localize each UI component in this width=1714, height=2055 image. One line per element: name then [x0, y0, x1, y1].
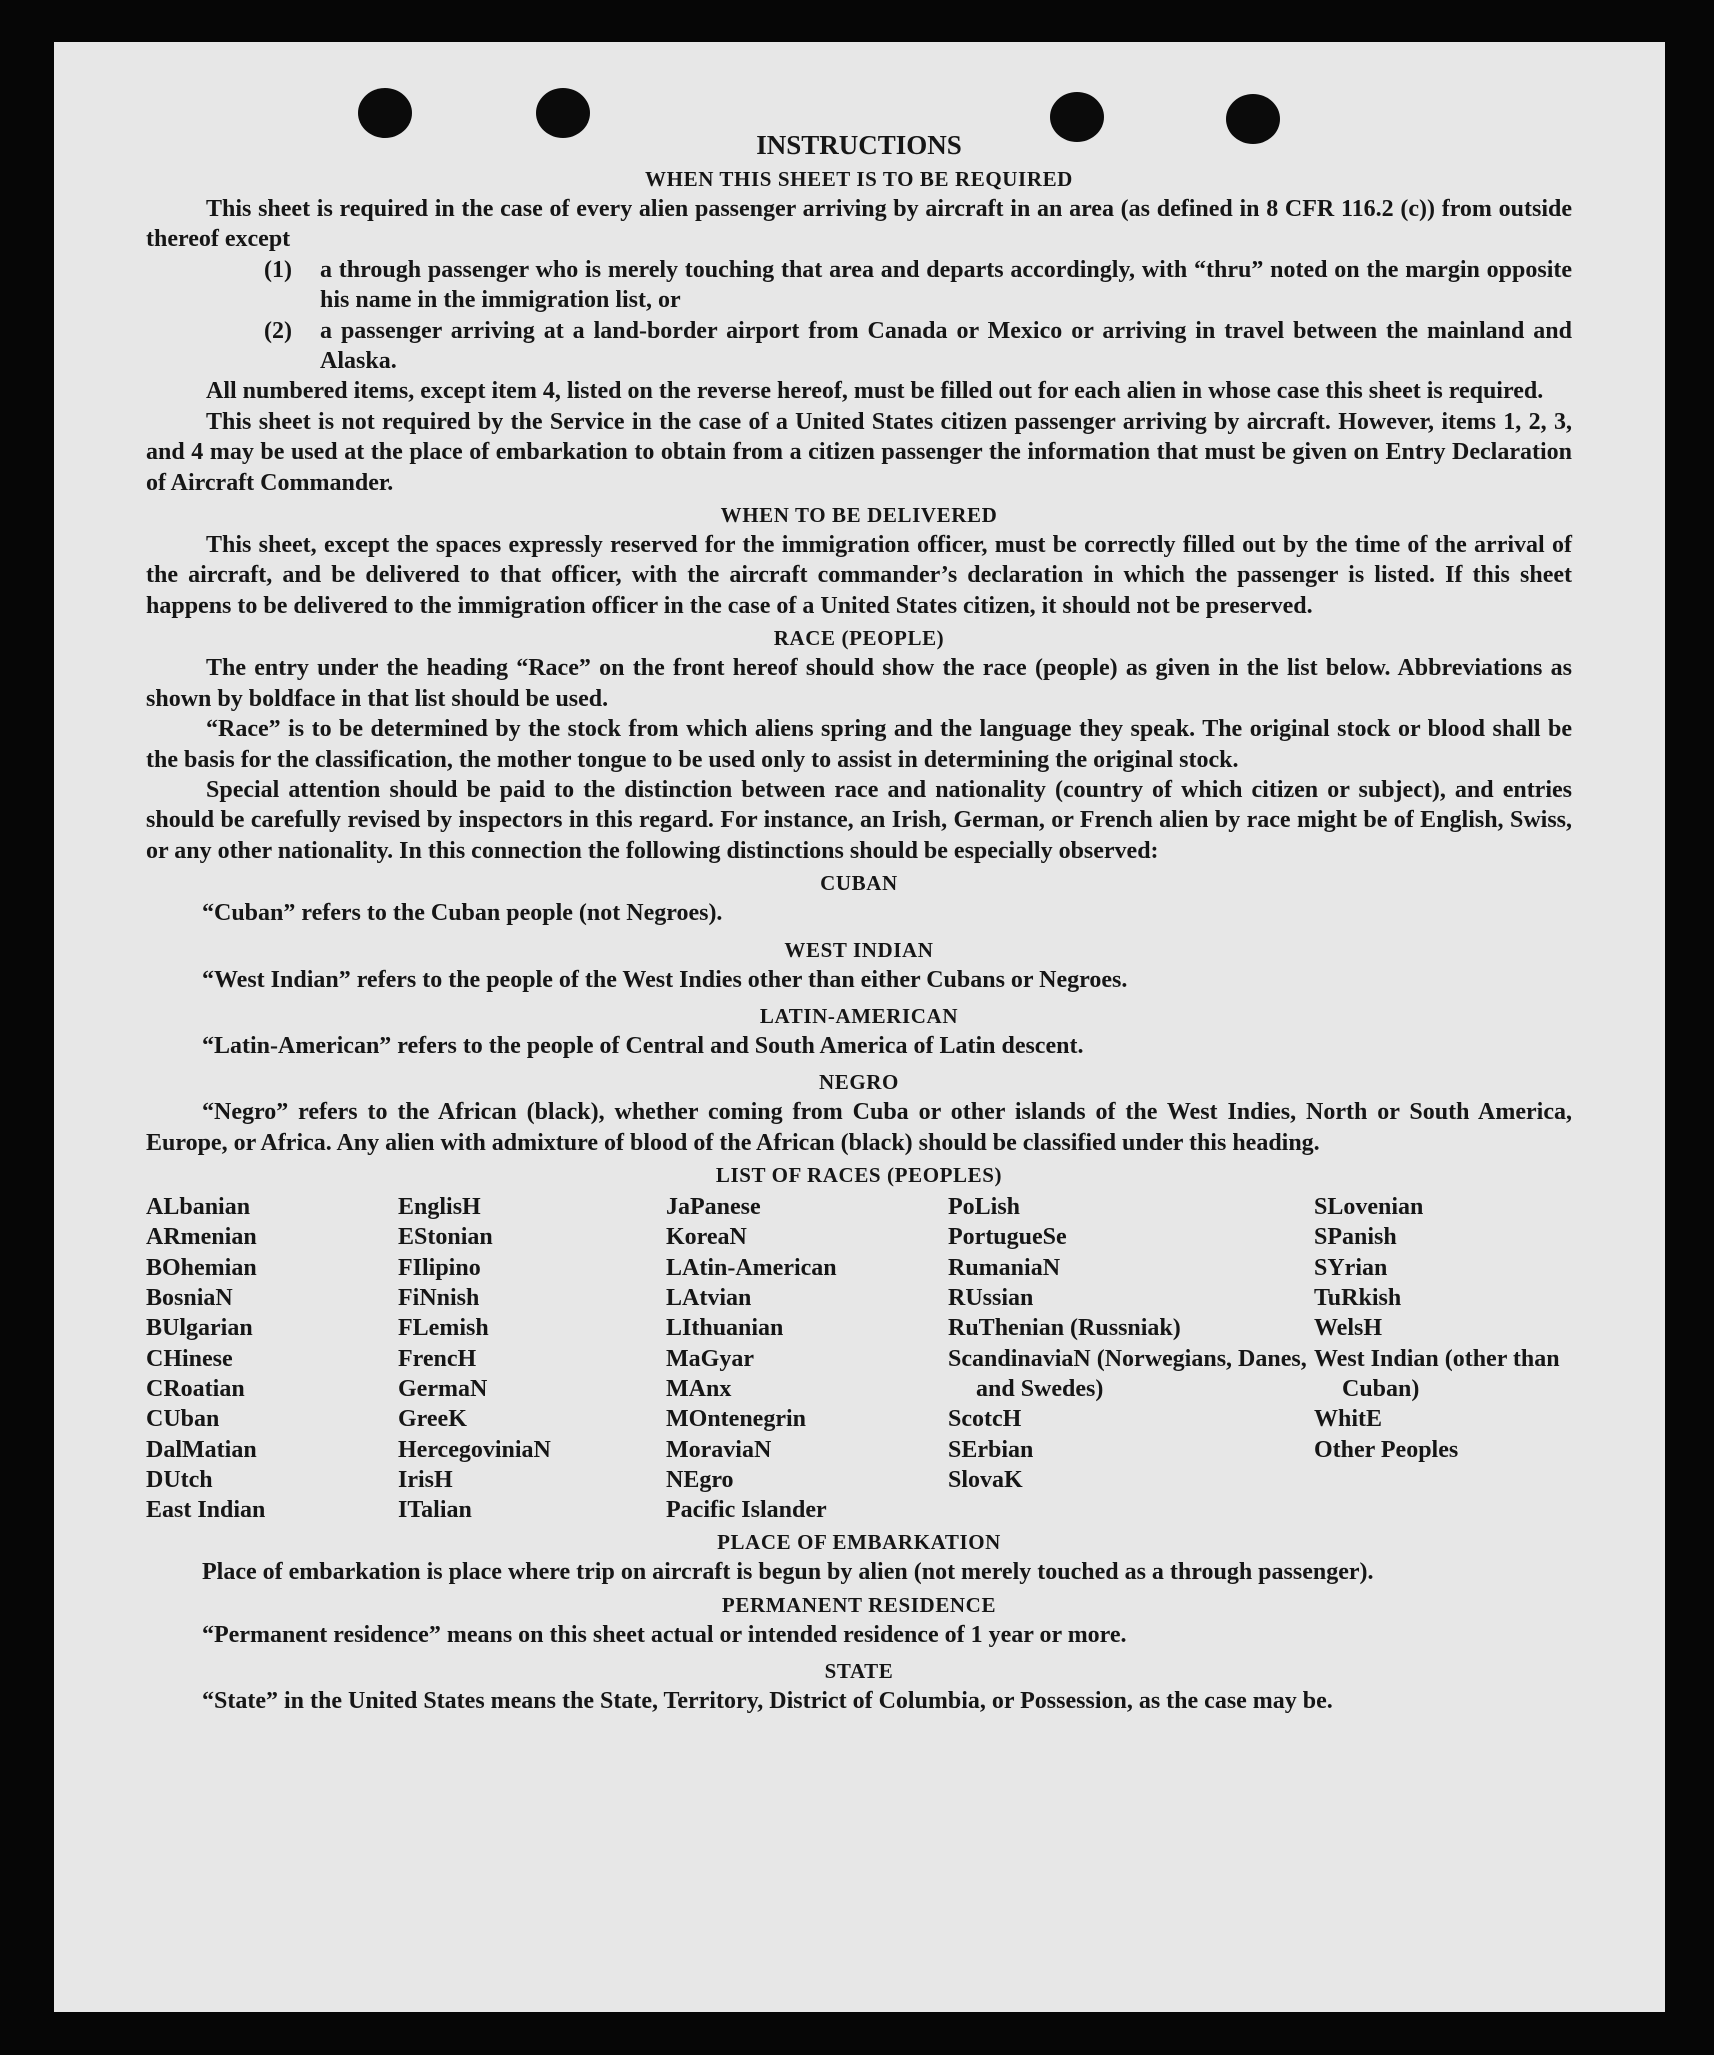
page-title: INSTRUCTIONS: [756, 130, 962, 160]
race-item: WhitE: [1314, 1406, 1383, 1433]
race-item: HercegoviniaN: [398, 1436, 551, 1463]
race-column: [398, 1192, 666, 1525]
section-heading-state: STATE: [824, 1659, 894, 1684]
race-item: CRoatian: [146, 1375, 245, 1402]
numbered-item: [264, 316, 1572, 377]
paragraph: “Permanent residence” means on this sheet actual or intended residence of 1 year or more.: [202, 1621, 1127, 1648]
race-item: MOntenegrin: [666, 1406, 806, 1433]
race-item: DUtch: [146, 1466, 213, 1493]
race-item: RUssian: [948, 1285, 1034, 1312]
race-item: FLemish: [398, 1315, 489, 1342]
paragraph: This sheet, except the spaces expressly reserved for the immigration officer, must be correctly filled out by the time of the arrival of the aircraft, and be delivered to that officer, with the aircraft commander’s declaration in which the passenger is listed. If this sheet happens to be delivered to the immigration officer in the case of a United States citizen, it should not be preserved.: [146, 532, 1572, 619]
race-item: DalMatian: [146, 1436, 257, 1463]
paragraph: This sheet is not required by the Service in the case of a United States citizen passenger arriving by aircraft. However, items 1, 2, 3, and 4 may be used at the place of embarkation to obtain from a citizen passenger the information that must be given on Entry Declaration of Aircraft Commander.: [146, 408, 1572, 496]
paragraph: “Race” is to be determined by the stock from which aliens spring and the language they speak. The original stock or blood shall be the basis for the classification, the mother tongue to be used only to assist in determining the original stock.: [146, 716, 1572, 773]
item-text: a through passenger who is merely touching that area and departs accordingly, with “thru” noted on the margin opposite his name in the immigration list, or: [320, 256, 1572, 314]
item-text: a passenger arriving at a land-border airport from Canada or Mexico or arriving in travel between the mainland and Alaska.: [320, 317, 1572, 375]
paragraph: “State” in the United States means the State, Territory, District of Columbia, or Possession, as the case may be.: [202, 1688, 1333, 1715]
definition: “Negro” refers to the African (black), whether coming from Cuba or other islands of the West Indies, North or South America, Europe, or Africa. Any alien with admixture of blood of the African (black) should be classified under this heading.: [146, 1099, 1572, 1156]
section-heading-latin-american: LATIN-AMERICAN: [759, 1003, 959, 1028]
race-item: GermaN: [398, 1375, 488, 1402]
race-item: KoreaN: [666, 1224, 747, 1251]
document-sheet: [54, 42, 1665, 2012]
race-item: RuThenian (Russniak): [948, 1315, 1181, 1342]
race-item: GreeK: [398, 1406, 467, 1433]
race-item: MoraviaN: [666, 1436, 772, 1463]
race-item: CHinese: [146, 1345, 233, 1372]
race-item: RumaniaN: [948, 1254, 1061, 1281]
race-item: FIlipino: [398, 1254, 481, 1281]
race-item: ALbanian: [146, 1194, 251, 1221]
race-item: FrencH: [398, 1345, 477, 1372]
race-item: JaPanese: [666, 1194, 761, 1221]
section-heading-permanent-residence: PERMANENT RESIDENCE: [721, 1592, 997, 1617]
section-heading-list-of-races: LIST OF RACES (PEOPLES): [715, 1163, 1003, 1188]
section-heading-when-required: WHEN THIS SHEET IS TO BE REQUIRED: [645, 167, 1073, 191]
paragraph: This sheet is required in the case of every alien passenger arriving by aircraft in an area (as defined in 8 CFR 116.2 (c)) from outside thereof except: [146, 196, 1572, 253]
race-item: FiNnish: [398, 1285, 480, 1312]
race-column: [146, 1192, 398, 1525]
race-item: IrisH: [398, 1466, 453, 1493]
definition: “Cuban” refers to the Cuban people (not Negroes).: [202, 900, 723, 927]
section-heading-cuban: CUBAN: [820, 871, 898, 896]
section-heading-place-of-embarkation: PLACE OF EMBARKATION: [717, 1530, 1001, 1555]
race-item: BUlgarian: [146, 1315, 253, 1342]
item-number: (2): [264, 317, 292, 344]
race-item: SLovenian: [1314, 1194, 1424, 1221]
race-item: SErbian: [948, 1436, 1034, 1463]
race-item: PortugueSe: [948, 1224, 1067, 1251]
race-item: SPanish: [1314, 1224, 1397, 1251]
race-item: EnglisH: [398, 1194, 481, 1221]
race-item: Other Peoples: [1314, 1436, 1459, 1463]
race-item: CUban: [146, 1406, 220, 1433]
race-column: [948, 1192, 1314, 1525]
race-item: East Indian: [146, 1497, 266, 1524]
race-column: [1314, 1192, 1572, 1525]
race-item: MAnx: [666, 1375, 732, 1402]
section-heading-west-indian: WEST INDIAN: [784, 937, 934, 962]
instructions-content: [146, 128, 1572, 1717]
race-item: PoLish: [948, 1194, 1021, 1221]
section-heading-when-delivered: WHEN TO BE DELIVERED: [720, 503, 998, 528]
numbered-item: [264, 255, 1572, 316]
definition: “Latin-American” refers to the people of Central and South America of Latin descent.: [202, 1032, 1084, 1059]
race-item: SlovaK: [948, 1466, 1023, 1493]
definition: “West Indian” refers to the people of the West Indies other than either Cubans or Negroes.: [202, 966, 1128, 993]
race-item: NEgro: [666, 1466, 734, 1493]
race-item: TuRkish: [1314, 1285, 1402, 1312]
race-item: BOhemian: [146, 1254, 257, 1281]
races-list: [146, 1192, 1572, 1525]
race-item: ScandinaviaN (Norwegians, Danes, and Swedes): [948, 1345, 1307, 1402]
race-item: BosniaN: [146, 1285, 233, 1312]
paragraph: Special attention should be paid to the distinction between race and nationality (country of which citizen or subject), and entries should be carefully revised by inspectors in this regard. For instance, an Irish, German, or French alien by race might be of English, Swiss, or any other nationality. In this connection the following distinctions should be especially observed:: [146, 776, 1572, 864]
race-item: MaGyar: [666, 1345, 754, 1372]
paragraph: Place of embarkation is place where trip on aircraft is begun by alien (not merely touched as a through passenger).: [202, 1559, 1374, 1586]
paragraph: The entry under the heading “Race” on the front hereof should show the race (people) as given in the list below. Abbreviations as shown by boldface in that list should be used.: [146, 655, 1572, 712]
race-item: West Indian (other than Cuban): [1314, 1345, 1560, 1402]
race-item: SYrian: [1314, 1254, 1388, 1281]
race-item: WelsH: [1314, 1315, 1383, 1342]
race-item: EStonian: [398, 1224, 493, 1251]
race-item: LAtin-American: [666, 1254, 837, 1281]
race-item: ARmenian: [146, 1224, 257, 1251]
section-heading-negro: NEGRO: [818, 1070, 899, 1095]
race-item: ScotcH: [948, 1406, 1022, 1433]
race-item: ITalian: [398, 1497, 472, 1524]
race-item: LAtvian: [666, 1285, 752, 1312]
item-number: (1): [264, 256, 292, 283]
race-item: LIthuanian: [666, 1315, 784, 1342]
race-item: Pacific Islander: [666, 1497, 827, 1524]
race-column: [666, 1192, 948, 1525]
paragraph: All numbered items, except item 4, listed on the reverse hereof, must be filled out for each alien in whose case this sheet is required.: [206, 378, 1544, 405]
section-heading-race: RACE (PEOPLE): [773, 626, 945, 651]
